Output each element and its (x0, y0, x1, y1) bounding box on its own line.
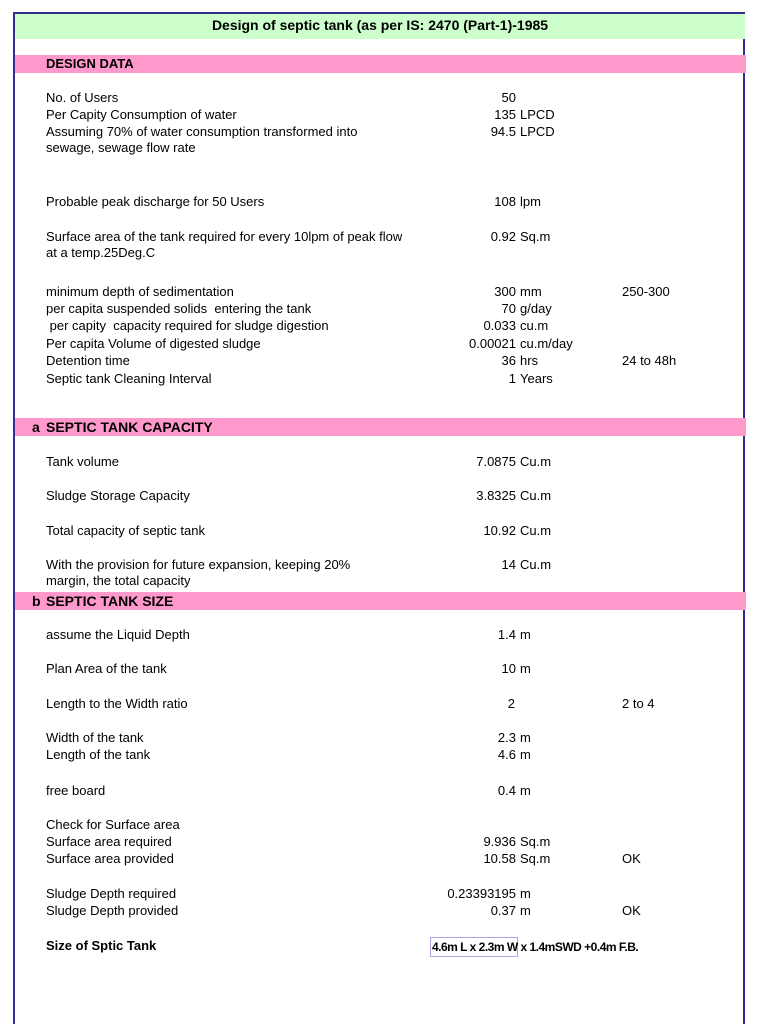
row-unit: g/day (520, 301, 552, 316)
row-label: Per capita Volume of digested sludge (46, 336, 261, 351)
row-label: Tank volume (46, 454, 119, 469)
row-label: free board (46, 783, 106, 798)
row-value: 9.936 (483, 834, 516, 849)
row-unit: Cu.m (520, 557, 552, 572)
row-unit: Cu.m (520, 454, 552, 469)
spreadsheet-frame (13, 12, 745, 1024)
row-unit: m (520, 747, 531, 762)
row-value: 3.8325 (476, 488, 516, 503)
row-label: per capity capacity required for sludge digestion (46, 318, 329, 333)
row-unit: Years (520, 371, 553, 386)
row-value: 1.4 (497, 627, 516, 642)
row-value: 10.58 (483, 851, 516, 866)
row-label: Sludge Storage Capacity (46, 488, 190, 503)
row-label: Per Capity Consumption of water (46, 107, 237, 122)
row-check: OK (622, 851, 641, 866)
row-value: 36 (501, 353, 516, 368)
row-value: 135 (494, 107, 516, 122)
section-title: SEPTIC TANK CAPACITY (46, 419, 213, 435)
row-range: 24 to 48h (622, 353, 677, 368)
row-value: 2.3 (497, 730, 516, 745)
section-header-capacity (15, 418, 746, 436)
row-range: 2 to 4 (622, 696, 655, 711)
row-unit: m (520, 903, 531, 918)
row-value: 0.033 (483, 318, 516, 333)
row-value: 7.0875 (476, 454, 516, 469)
row-value: 0.37 (490, 903, 516, 918)
section-prefix: b (32, 593, 41, 609)
row-value: 70 (501, 301, 516, 316)
row-value: 0.4 (497, 783, 516, 798)
row-unit: Sq.m (520, 834, 551, 849)
row-label: Sludge Depth required (46, 886, 177, 901)
row-label: Detention time (46, 353, 130, 368)
row-unit: Cu.m (520, 488, 552, 503)
row-value: 4.6 (497, 747, 516, 762)
row-label: Check for Surface area (46, 817, 180, 832)
row-unit: m (520, 627, 531, 642)
row-unit: Cu.m (520, 523, 552, 538)
row-unit: Sq.m (520, 851, 551, 866)
section-header-design-data (15, 55, 746, 73)
row-unit: hrs (520, 353, 539, 368)
page-title: Design of septic tank (as per IS: 2470 (Part-1)-1985 (15, 14, 745, 39)
row-unit: cu.m/day (520, 336, 573, 351)
row-value: 14 (501, 557, 516, 572)
row-label: Length to the Width ratio (46, 696, 188, 711)
row-label: assume the Liquid Depth (46, 627, 190, 642)
row-range: 250-300 (622, 284, 670, 299)
section-header-size (15, 592, 746, 610)
row-label: Probable peak discharge for 50 Users (46, 194, 265, 209)
row-label: Septic tank Cleaning Interval (46, 371, 212, 386)
final-size-value: 4.6m L x 2.3m W x 1.4mSWD +0.4m F.B. (432, 940, 639, 954)
row-label: With the provision for future expansion, keeping 20% margin, the total capacity (46, 557, 351, 588)
row-label: Sludge Depth provided (46, 903, 179, 918)
row-label: minimum depth of sedimentation (46, 284, 234, 299)
row-label: Width of the tank (46, 730, 144, 745)
section-title: DESIGN DATA (46, 56, 134, 71)
row-unit: lpm (520, 194, 541, 209)
row-value: 50 (501, 90, 516, 105)
row-label: No. of Users (46, 90, 119, 105)
row-label: Surface area of the tank required for every 10lpm of peak flow at a temp.25Deg.C (46, 229, 403, 260)
row-value: 0.23393195 (447, 886, 516, 901)
row-unit: m (520, 661, 531, 676)
row-label: Surface area required (46, 834, 172, 849)
row-value: 2 (507, 696, 515, 711)
row-check: OK (622, 903, 641, 918)
row-unit: m (520, 730, 531, 745)
row-unit: mm (520, 284, 542, 299)
row-unit: LPCD (520, 107, 555, 122)
row-value: 1 (508, 371, 516, 386)
row-unit: cu.m (520, 318, 549, 333)
row-value: 0.00021 (469, 336, 516, 351)
row-label: Surface area provided (46, 851, 174, 866)
section-title: SEPTIC TANK SIZE (46, 593, 174, 609)
row-value: 10.92 (483, 523, 516, 538)
row-unit: Sq.m (520, 229, 551, 244)
row-unit: LPCD (520, 124, 555, 139)
row-unit: m (520, 886, 531, 901)
row-label: Total capacity of septic tank (46, 523, 205, 538)
section-prefix: a (32, 419, 40, 435)
row-label: Assuming 70% of water consumption transformed into sewage, sewage flow rate (46, 124, 358, 155)
row-value: 300 (494, 284, 516, 299)
row-label: per capita suspended solids entering the tank (46, 301, 312, 316)
row-value: 10 (501, 661, 516, 676)
row-value: 108 (494, 194, 516, 209)
row-value: 0.92 (490, 229, 516, 244)
row-label: Length of the tank (46, 747, 151, 762)
final-size-label: Size of Sptic Tank (46, 938, 157, 953)
row-unit: m (520, 783, 531, 798)
row-label: Plan Area of the tank (46, 661, 167, 676)
row-value: 94.5 (490, 124, 516, 139)
